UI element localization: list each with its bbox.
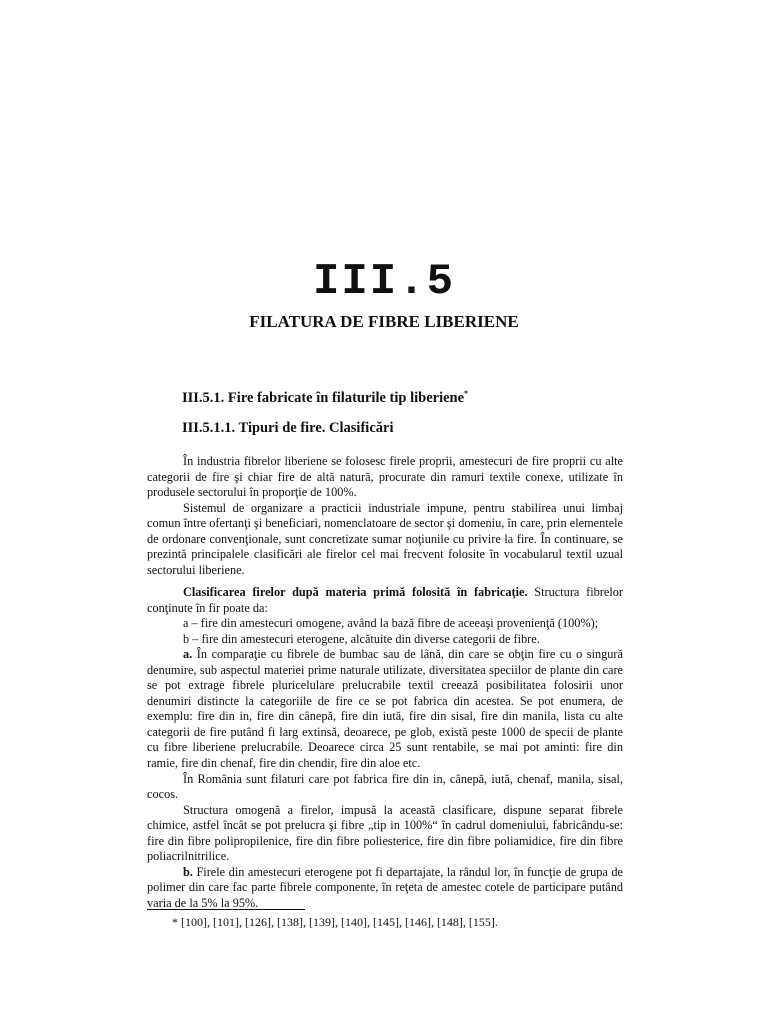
- paragraph-structura: Structura omogenă a firelor, impusă la această clasificare, dispune separat fibrele chimice, astfel încât se pot prelucra şi fibre „tip in 100%“ în cadrul domeniului, fabricându-se: fire din fibre polipropilenice, fire din fibre poliesterice, fire din fibre poliamidice, fire din fibre poliacrilnitrilice.: [147, 802, 623, 864]
- chapter-title: FILATURA DE FIBRE LIBERIENE: [249, 312, 519, 331]
- footnote: * [100], [101], [126], [138], [139], [140], [145], [146], [148], [155].: [172, 915, 498, 929]
- classification-lead: [147, 585, 623, 616]
- subsection-heading: III.5.1.1. Tipuri de fire. Clasificări: [182, 420, 394, 436]
- chapter-number: III.5: [312, 257, 456, 307]
- paragraph-b: [147, 865, 623, 912]
- paragraph-a-text: În comparaţie cu fibrele de bumbac sau de lână, din care se obţin fire cu o singură denumire, sub aspectul materiei prime naturale utilizate, diversitatea speciilor de plante din care se pot extrage fibrele pluricelulare prelucrabile textil creează posibilitatea folosirii unor denumiri distincte la categoriile de fire ce se pot fabrica din acestea. Se pot enumera, de exemplu: fire din in, fire din cânepă, fire din iută, fire din sisal, fire din manila, lista cu alte categorii de fire putând fi larg extinsă, deoarece, pe glob, există peste 1000 de specii de plante cu fibre liberiene prelucrabile. Deoarece circa 25 sunt rentabile, se mai pot aminti: fire din ramie, fire din chenaf, fire din chendir, fire din aloe etc.: [147, 647, 623, 771]
- paragraph-b-text: Firele din amestecuri eterogene pot fi departajate, la rândul lor, în funcţie de grupa de polimer din care fac parte fibrele componente, în reţeta de amestec cotele de participare putând varia de la 5% la 95%.: [147, 864, 623, 910]
- list-item-a: a – fire din amestecuri omogene, având la bază fibre de aceeaşi provenienţă (100%);: [183, 616, 599, 631]
- paragraph-romania: În România sunt filaturi care pot fabrica fire din in, cânepă, iută, chenaf, manila, sisal, cocos.: [147, 771, 623, 802]
- intro-paragraph: Sistemul de organizare a practicii industriale impune, pentru stabilirea unui limbaj comun între ofertanţi şi beneficiari, nomenclatoare de sector şi domeniu, în care, prin elementele de ordonare convenţionale, sunt concretizate sumar noţiunile cu privire la fire. În continuare, se prezintă principalele clasificări ale firelor cel mai frecvent folosite în vocabularul textil uzual sectorului liberiene.: [147, 500, 623, 577]
- footnote-divider: [147, 909, 305, 910]
- intro-block: [147, 454, 623, 578]
- paragraph-b-marker: b.: [183, 864, 193, 879]
- intro-paragraph: În industria fibrelor liberiene se folosesc firele proprii, amestecuri de fire proprii cu alte categorii de fire şi chiar fire de altă natură, procurate din ramuri textile conexe, utilizate în produsele sectorului în proporţie de 100%.: [147, 454, 623, 500]
- paragraph-a: [147, 647, 623, 771]
- classification-block: [147, 585, 623, 911]
- classification-lead-bold: Clasificarea firelor după materia primă folosită în fabricaţie.: [183, 585, 528, 599]
- section-heading: [182, 384, 468, 408]
- footnote-marker: *: [464, 389, 469, 398]
- section-heading-text: III.5.1. Fire fabricate în filaturile tip liberiene: [182, 389, 465, 406]
- paragraph-a-marker: a.: [183, 647, 193, 662]
- classification-lead-rest: Structura fibrelor conţinute în fir poate da:: [147, 585, 623, 615]
- list-item-b: b – fire din amestecuri eterogene, alcătuite din diverse categorii de fibre.: [183, 631, 540, 646]
